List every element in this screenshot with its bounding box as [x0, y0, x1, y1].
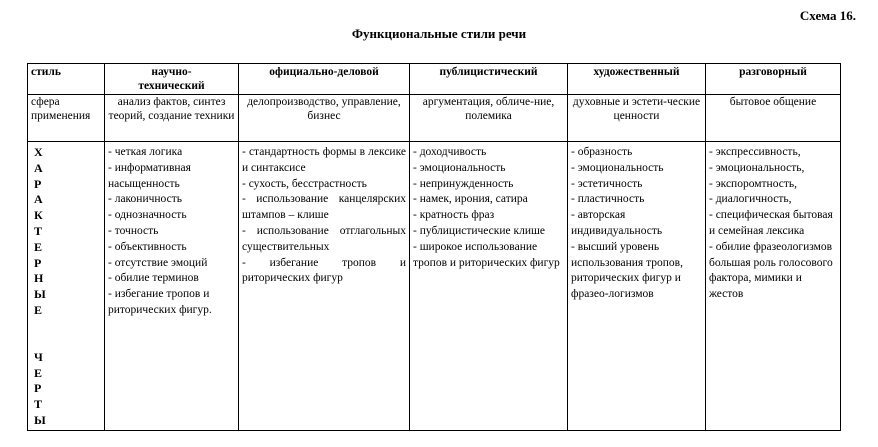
trait-item: - диалогичность,	[709, 193, 792, 206]
trait-item: - намек, ирония, сатира	[413, 193, 528, 206]
trait-item: - избегание тропов и риторических фигур	[242, 256, 406, 285]
header-cell-colloquial: разговорный	[706, 64, 841, 95]
trait-item: - эмоциональность	[413, 161, 506, 174]
traits-label-letter: А	[34, 192, 43, 207]
traits-label-letter: А	[34, 160, 43, 175]
sphere-cell: анализ фактов, синтез теорий, создание техники	[105, 95, 239, 142]
trait-item: - пластичность	[571, 193, 645, 206]
trait-item: - объективность	[108, 240, 187, 253]
trait-item: - эмоциональность,	[709, 161, 805, 174]
traits-label-letter: Ы	[34, 412, 46, 427]
trait-item: - широкое использование тропов и риторических фигур	[413, 240, 560, 269]
traits-label-letter: Т	[34, 223, 43, 238]
traits-cell-scientific	[105, 142, 239, 431]
traits-label-letter: Р	[34, 381, 42, 396]
header-cell-scientific: научно- технический	[105, 64, 239, 95]
trait-item: - публицистические клише	[413, 224, 545, 237]
header-cell-official: официально-деловой	[239, 64, 410, 95]
trait-item: - обилие фразеологизмов большая роль голосового фактора, мимики и жестов	[709, 240, 833, 301]
traits-label-letter: Х	[34, 145, 43, 159]
traits-cell-official	[239, 142, 410, 431]
trait-item: - стандартность формы в лексике и синтаксисе	[242, 146, 406, 174]
sphere-cell: духовные и эстети-ческие ценности	[568, 95, 706, 142]
trait-item: - эстетичность	[571, 177, 643, 190]
trait-item: - экспоромтность,	[709, 177, 797, 190]
trait-item: - информативная насыщенность	[108, 161, 191, 190]
trait-item: - использование отглагольных существительных	[242, 224, 406, 253]
trait-item: - избегание тропов и риторических фигур.	[108, 288, 212, 316]
traits-label-letter: Е	[34, 365, 43, 380]
traits-label-letter: Т	[34, 397, 43, 412]
traits-cell-artistic	[568, 142, 706, 431]
trait-item: - четкая логика	[108, 146, 183, 158]
traits-label-letter: Е	[34, 239, 43, 254]
traits-label-letter: Р	[34, 255, 42, 270]
sphere-row	[28, 95, 841, 142]
traits-label-letter: Ы	[34, 287, 46, 302]
styles-table	[27, 63, 841, 431]
trait-item: - обилие терминов	[108, 272, 199, 285]
page-title: Функциональные стили речи	[351, 26, 527, 41]
trait-item: - однозначность	[108, 209, 187, 222]
traits-label-gap	[34, 319, 101, 350]
header-cell-publicistic: публицистический	[410, 64, 568, 95]
traits-cell-colloquial	[706, 142, 841, 431]
scheme-number: Схема 16.	[799, 8, 856, 23]
trait-item: - авторская индивидуальность	[571, 209, 663, 237]
trait-item: - эмоциональность	[571, 161, 664, 174]
traits-vertical-label	[28, 142, 105, 431]
traits-label-letter: Н	[34, 271, 44, 286]
header-row	[28, 64, 841, 95]
sphere-label: сфера применения	[28, 95, 105, 142]
traits-cell-publicistic	[410, 142, 568, 431]
trait-item: - доходчивость	[413, 146, 487, 158]
sphere-cell: делопроизводство, управление, бизнес	[239, 95, 410, 142]
trait-item: - специфическая бытовая и семейная лексика	[709, 209, 833, 237]
trait-item: - кратность фраз	[413, 209, 495, 222]
traits-row	[28, 142, 841, 431]
traits-label-letter: К	[34, 208, 43, 223]
trait-item: - использование канцелярских штампов – клише	[242, 193, 406, 222]
trait-item: - высший уровень использования тропов, риторических фигур и фразео-логизмов	[571, 240, 683, 301]
traits-label-letter: Е	[34, 302, 43, 317]
sphere-cell: бытовое общение	[706, 95, 841, 142]
trait-item: - точность	[108, 224, 159, 237]
trait-item: - лаконичность	[108, 193, 182, 206]
trait-item: - непринужденность	[413, 177, 514, 190]
header-cell-style: стиль	[28, 64, 105, 95]
sphere-cell: аргументация, обличе-ние, полемика	[410, 95, 568, 142]
trait-item: - образность	[571, 146, 633, 158]
trait-item: - сухость, бесстрастность	[242, 177, 367, 190]
traits-label-letter: Р	[34, 176, 42, 191]
traits-label-letter: Ч	[34, 349, 43, 364]
trait-item: - отсутствие эмоций	[108, 256, 208, 269]
trait-item: - экспрессивность,	[709, 146, 801, 158]
header-cell-artistic: художественный	[568, 64, 706, 95]
